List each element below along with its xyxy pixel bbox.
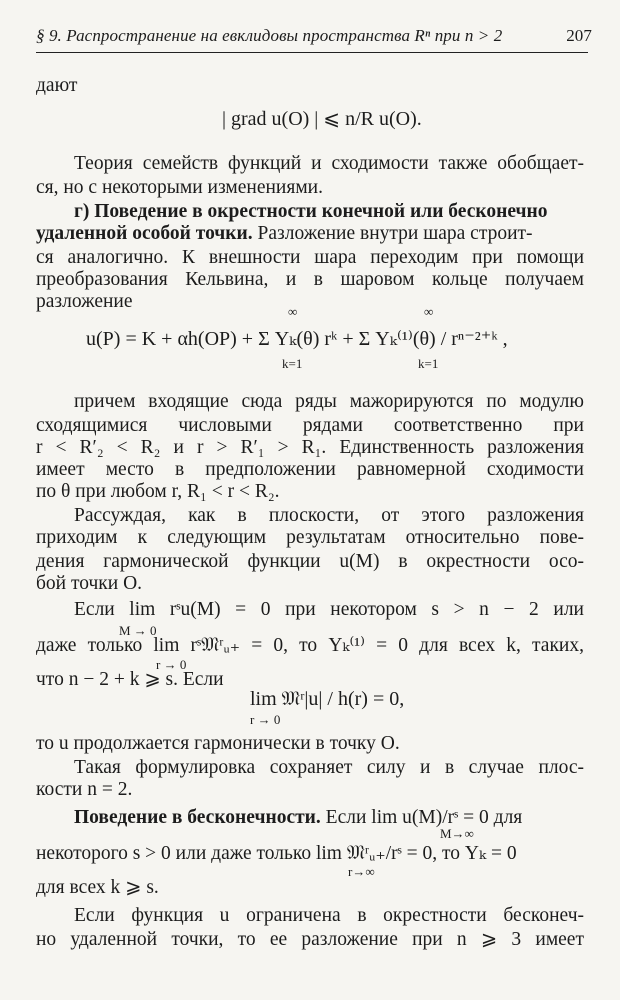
- text-line: по θ при любом r, R₁ < r < R₂.: [36, 481, 280, 502]
- text-line: бой точки O.: [36, 573, 143, 594]
- header-rule: [36, 52, 588, 53]
- formula-expansion: [86, 326, 508, 351]
- section-heading: Поведение в бесконечности.: [74, 807, 321, 828]
- text-line: что n − 2 + k ⩾ s. Если: [36, 669, 224, 690]
- text-line: Если lim rˢu(M) = 0 при некотором s > n − 2 или: [74, 599, 584, 620]
- text-line: приходим к следующим результатам относительно пове-: [36, 527, 584, 548]
- sum-lower-limit: k=1: [282, 356, 303, 371]
- section-heading-cont: удаленной особой точки.: [36, 223, 253, 244]
- text-line: Такая формулировка сохраняет силу и в случае плос-: [74, 757, 584, 778]
- text-line: [74, 806, 584, 830]
- text-line: даже только lim rˢ𝔐ʳᵤ₊ = 0, то Yₖ⁽¹⁾ = 0 для всех k, таких,: [36, 635, 584, 656]
- text-line: сходящимися числовыми рядами соответственно при: [36, 415, 584, 436]
- text-span: Если lim u(M)/rˢ = 0 для: [325, 807, 523, 828]
- text-line: имеет место в предположении равномерной сходимости: [36, 459, 584, 480]
- section-heading: г) Поведение в окрестности конечной или бесконечно: [74, 201, 548, 222]
- limit-subscript: r → 0: [250, 712, 281, 727]
- sum-lower-limit: k=1: [418, 356, 439, 371]
- sum-upper-limit: ∞: [424, 304, 434, 319]
- limit-subscript: r → 0: [156, 657, 187, 672]
- formula-limit: lim 𝔐ʳ|u| / h(r) = 0,: [250, 688, 405, 710]
- text-line: Если функция u ограничена в окрестности бесконеч-: [74, 905, 584, 926]
- text-line: для всех k ⩾ s.: [36, 877, 159, 898]
- text-line: кости n = 2.: [36, 779, 133, 800]
- text-line: то u продолжается гармонически в точку O.: [36, 733, 400, 754]
- text-line: дения гармонической функции u(M) в окрестности осо-: [36, 551, 584, 572]
- sum-upper-limit: ∞: [288, 304, 298, 319]
- text-line: r < R′₂ < R₂ и r > R′₁ > R₁. Единственность разложения: [36, 437, 584, 458]
- formula-grad: | grad u(O) | ⩽ n/R u(O).: [222, 108, 422, 130]
- text-line: но удаленной точки, то ее разложение при n ⩾ 3 имеет: [36, 929, 584, 950]
- text-line: ся, но с некоторыми изменениями.: [36, 177, 323, 198]
- text-line: ся аналогично. К внешности шара переходим при помощи: [36, 247, 584, 268]
- text-line: преобразования Кельвина, и в шаровом кольце получаем: [36, 269, 584, 290]
- limit-subscript: M → 0: [119, 623, 157, 638]
- text-line: некоторого s > 0 или даже только lim 𝔐ʳᵤ₊/rˢ = 0, то Yₖ = 0: [36, 843, 517, 864]
- text-line: разложение: [36, 291, 133, 312]
- text-line: Теория семейств функций и сходимости также обобщает-: [74, 153, 584, 174]
- running-header: [36, 26, 592, 46]
- page-number: 207: [566, 26, 592, 45]
- header-title: § 9. Распространение на евклидовы пространства Rⁿ при n > 2: [36, 26, 503, 45]
- text-line: дают: [36, 75, 78, 96]
- limit-subscript: r→∞: [348, 864, 375, 879]
- text-line: причем входящие сюда ряды мажорируются по модулю: [74, 391, 584, 412]
- text-span: Разложение внутри шара строит-: [257, 223, 533, 244]
- text-line: Рассуждая, как в плоскости, от этого разложения: [74, 505, 584, 526]
- text-line: [36, 222, 584, 246]
- limit-subscript: M→∞: [440, 826, 474, 841]
- formula-expansion-text: u(P) = K + αh(OP) + Σ Yₖ(θ) rᵏ + Σ Yₖ⁽¹⁾(θ) / rⁿ⁻²⁺ᵏ ,: [86, 328, 508, 350]
